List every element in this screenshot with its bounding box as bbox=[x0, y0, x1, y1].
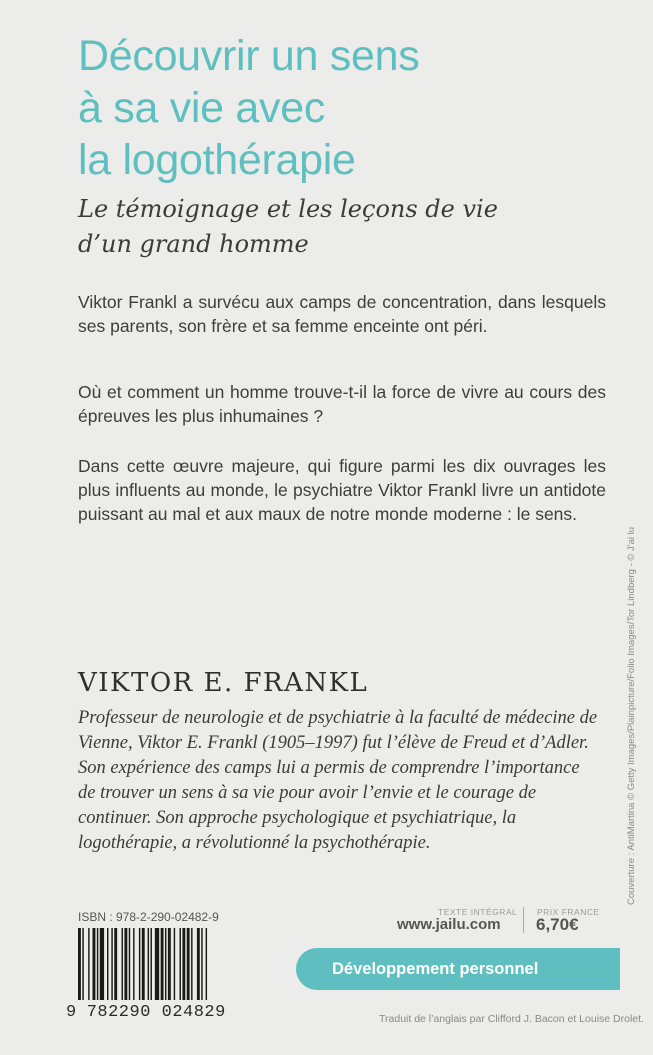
barcode-bar bbox=[165, 928, 166, 1000]
isbn-label: ISBN : 978-2-290-02482-9 bbox=[78, 910, 219, 924]
category-badge: Développement personnel bbox=[296, 948, 620, 990]
barcode-bar bbox=[133, 928, 134, 1000]
barcode-bar bbox=[114, 928, 117, 1000]
blurb-paragraph-2: Où et comment un homme trouve-t-il la force de vivre au cours des épreuves les plus inhumaines ? bbox=[78, 382, 606, 426]
barcode-bar bbox=[129, 928, 130, 1000]
book-title bbox=[78, 30, 598, 186]
subtitle-line-1: Le témoignage et les leçons de vie bbox=[78, 195, 498, 223]
author-bio: Professeur de neurologie et de psychiatrie à la faculté de médecine de Vienne, Viktor E. Frankl (1905–1997) fut l’élève de Freud et d’Adler. Son expérience des camps lui a permis de comprendre l’importance de trouver un sens à sa vie pour avoir l’envie et le courage de continuer. Son approche psychologique et psychiatrique, la logothérapie, a révolutionné la psychothérapie. bbox=[78, 708, 598, 853]
barcode-digits: 782290 024829 bbox=[86, 1003, 226, 1022]
barcode-bar bbox=[174, 928, 175, 1000]
title-line-1: Découvrir un sens bbox=[78, 32, 420, 80]
barcode-bar bbox=[180, 928, 181, 1000]
barcode-bar bbox=[107, 928, 108, 1000]
barcode-bar bbox=[206, 928, 207, 1000]
barcode-bar bbox=[191, 928, 192, 1000]
barcode-bar bbox=[142, 928, 145, 1000]
price-value: 6,70€ bbox=[536, 915, 579, 934]
blurb-paragraph-1: Viktor Frankl a survécu aux camps de concentration, dans lesquels ses parents, son frère et sa femme enceinte ont péri. bbox=[78, 292, 606, 336]
barcode-bar bbox=[93, 928, 96, 1000]
blurb-paragraph-3: Dans cette œuvre majeure, qui figure parmi les dix ouvrages les plus influents au monde, le psychiatre Viktor Frankl livre un antidote puissant au mal et aux maux de notre monde moderne : le sens. bbox=[78, 456, 606, 524]
barcode-bar bbox=[168, 928, 171, 1000]
barcode-first-digit: 9 bbox=[66, 1003, 77, 1022]
author-name: VIKTOR E. FRANKL bbox=[78, 668, 369, 698]
barcode-bar bbox=[182, 928, 185, 1000]
barcode-bar bbox=[97, 928, 98, 1000]
barcode-bar bbox=[161, 928, 164, 1000]
barcode-bar bbox=[82, 928, 83, 1000]
barcode-bar bbox=[88, 928, 89, 1000]
publisher-website[interactable]: www.jailu.com bbox=[397, 916, 501, 933]
prix-france-label: PRIX FRANCE bbox=[537, 907, 600, 917]
barcode-bar bbox=[148, 928, 149, 1000]
barcode-bar bbox=[78, 928, 81, 1000]
barcode-bar bbox=[124, 928, 127, 1000]
barcode-bar bbox=[122, 928, 123, 1000]
barcode-bar bbox=[111, 928, 112, 1000]
barcode-bar bbox=[197, 928, 200, 1000]
title-line-3: la logothérapie bbox=[78, 136, 356, 184]
cover-credits: Couverture : AntiMartina © Getty Images/Plainpicture/Folio Images/Tor Lindberg - © J'ai lu bbox=[626, 526, 637, 905]
barcode-bar bbox=[139, 928, 140, 1000]
title-line-2: à sa vie avec bbox=[78, 84, 326, 132]
book-subtitle bbox=[78, 192, 618, 262]
price-divider bbox=[523, 907, 524, 933]
texte-integral-label: TEXTE INTÉGRAL bbox=[438, 907, 518, 917]
barcode-bar bbox=[187, 928, 190, 1000]
barcode-bar bbox=[151, 928, 152, 1000]
barcode-bar bbox=[155, 928, 159, 1000]
barcode-bar bbox=[100, 928, 104, 1000]
subtitle-line-2: d’un grand homme bbox=[78, 230, 309, 258]
barcode-bar bbox=[201, 928, 202, 1000]
barcode-number bbox=[66, 1003, 282, 1022]
translator-credit: Traduit de l’anglais par Clifford J. Bacon et Louise Drolet. bbox=[379, 1013, 644, 1025]
